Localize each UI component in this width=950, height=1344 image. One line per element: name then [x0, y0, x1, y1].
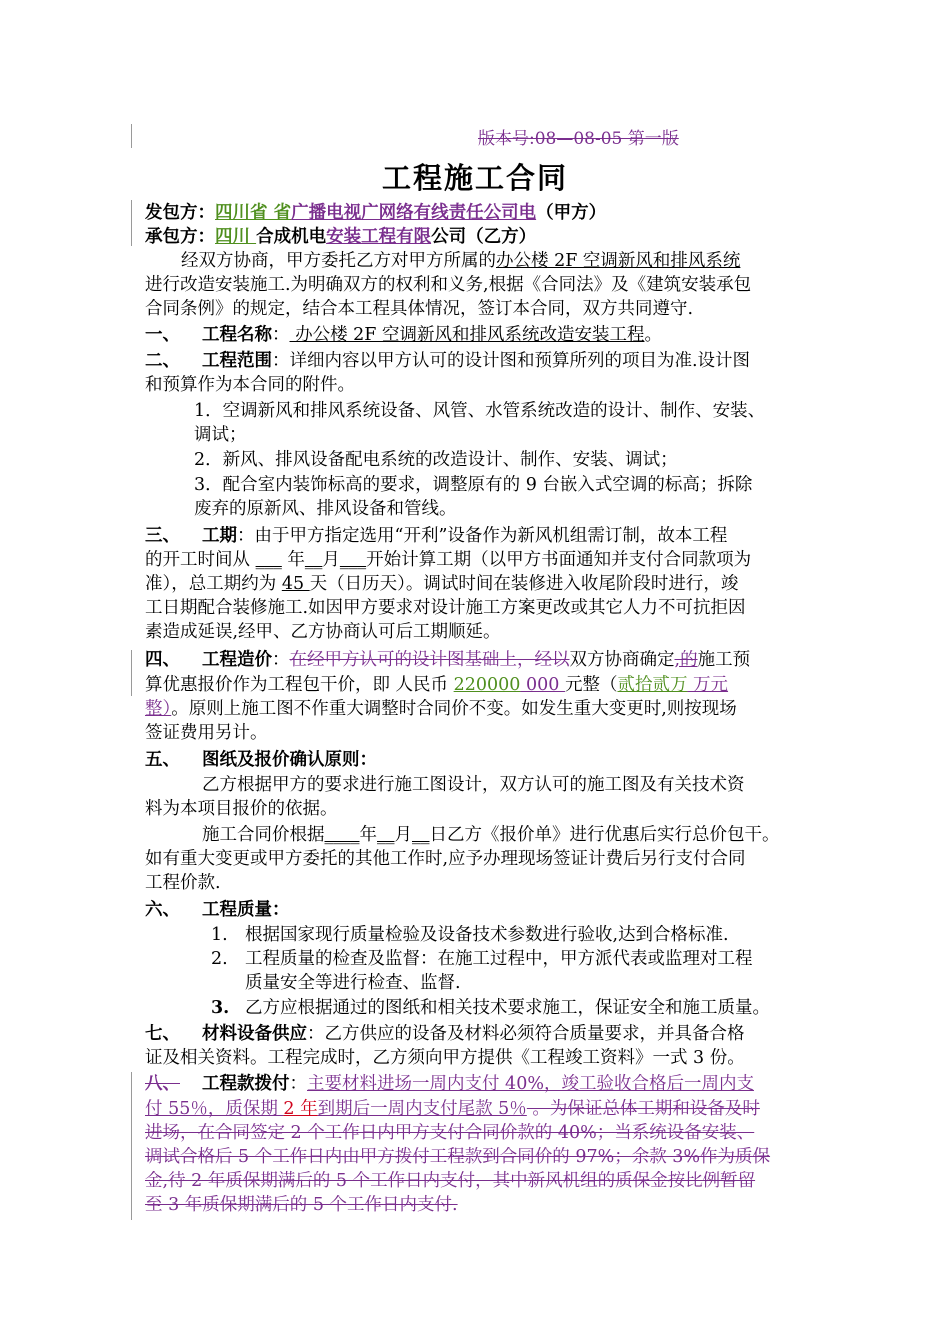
- section-5-para-2-cont: 如有重大变更或甲方委托的其他工作时,应予办理现场签证计费后另行支付合同: [145, 849, 746, 869]
- blank-day: ___: [339, 550, 367, 570]
- party-a-suffix: （甲方）: [536, 203, 607, 223]
- change-bar: [131, 124, 132, 148]
- inserted-text: 到期后一周内支付尾款 5％: [317, 1099, 527, 1119]
- section-number: 六、: [145, 900, 180, 920]
- blank-year: ___: [255, 550, 282, 570]
- version-number: 版本号:08—08-05 第一版: [478, 129, 679, 149]
- intro-text: 经双方协商，甲方委托乙方对甲方所属的: [181, 251, 496, 271]
- page-title: 工程施工合同: [381, 161, 568, 195]
- section-heading: 图纸及报价确认原则：: [202, 750, 377, 770]
- item-text: 根据国家现行质量检验及设备技术参数进行验收,达到合格标准.: [245, 925, 729, 945]
- text: 算优惠报价作为工程包干价，即 人民币: [145, 675, 454, 695]
- party-b-line: [145, 225, 825, 249]
- party-a-line: [145, 201, 825, 225]
- section-8-deleted-2: 调试合格后 5 个工作日内由甲方拨付工程款到合同价的 97%；余款 3%作为质保: [145, 1147, 771, 1167]
- intro-project: 办公楼 2F 空调新风和排风系统: [496, 251, 741, 271]
- contract-amount: 000: [520, 675, 565, 695]
- text: 施工合同价根据: [202, 825, 325, 845]
- text: 月: [394, 825, 412, 845]
- section-number: 七、: [145, 1024, 180, 1044]
- text: 。原则上施工图不作重大调整时合同价不变。如发生重大变更时,则按现场: [171, 699, 737, 719]
- item-text: 乙方应根据通过的图纸和相关技术要求施工，保证安全和施工质量。: [245, 998, 770, 1018]
- amount-words-end: 整）: [145, 699, 172, 719]
- duration-days: 45: [281, 574, 310, 594]
- item-text: 工程质量的检查及监督：在施工过程中，甲方派代表或监理对工程: [245, 949, 753, 969]
- section-number: 一、: [145, 325, 180, 345]
- party-a-label: 发包方：: [145, 203, 215, 223]
- scope-item-1: 1．空调新风和排风系统设备、风管、水管系统改造的设计、制作、安装、: [194, 401, 766, 421]
- warranty-years: 2 年: [283, 1099, 318, 1119]
- section-8-deleted-4: 至 3 年质保期满后的 5 个工作日内支付.: [145, 1195, 458, 1215]
- blank-year: ____: [324, 825, 360, 845]
- blank-day: __: [412, 825, 430, 845]
- party-a-province: 四川省 省: [215, 203, 292, 223]
- change-bar: [131, 650, 132, 696]
- scope-item-1-cont: 调试；: [194, 425, 247, 445]
- section-5-para-2: [145, 823, 882, 847]
- intro-line-3: 合同条例》的规定，结合本工程具体情况，签订本合同，双方共同遵守.: [145, 299, 694, 319]
- section-6: [145, 898, 825, 922]
- section-heading: 材料设备供应: [202, 1024, 307, 1044]
- section-4-line-4: 签证费用另计。: [145, 723, 268, 743]
- text: 双方协商确定: [569, 650, 675, 670]
- section-number: 八、: [145, 1074, 180, 1094]
- scope-item-3-cont: 废弃的原新风、排风设备和管线。: [194, 499, 457, 519]
- project-name: 办公楼 2F 空调新风和排风系统改造安装工程: [289, 325, 645, 345]
- section-heading: 工程造价: [202, 650, 272, 670]
- blank-month: __: [304, 550, 323, 570]
- section-4-line-3: [145, 697, 825, 721]
- party-a-name: 广播电视广网络有线责任公司电: [291, 203, 537, 223]
- quality-item-2: [145, 947, 891, 971]
- item-number: 3.: [211, 998, 230, 1018]
- item-number: 2.: [211, 949, 228, 969]
- text: 开始计算工期（以甲方书面通知并支付合同款项为: [366, 550, 752, 570]
- intro-paragraph: [145, 249, 861, 273]
- section-heading: 工程范围: [202, 351, 272, 371]
- section-number: 五、: [145, 750, 180, 770]
- section-text: 由于甲方指定选用“开利”设备作为新风机组需订制，故本工程: [254, 526, 728, 546]
- text: 日乙方《报价单》进行优惠后实行总价包干。: [429, 825, 780, 845]
- party-b-province: 四川: [215, 227, 257, 247]
- section-5-para-1: 乙方根据甲方的要求进行施工图设计，双方认可的施工图及有关技术资: [202, 775, 745, 795]
- quality-item-2-cont: 质量安全等进行检查、监督.: [245, 973, 461, 993]
- deleted-amount-words: 贰拾贰万: [617, 675, 688, 695]
- quality-item-1: [145, 923, 891, 947]
- colon: ：: [307, 1024, 325, 1044]
- item-number: 1.: [211, 925, 228, 945]
- colon: ：: [289, 1074, 307, 1094]
- section-number: 四、: [145, 650, 180, 670]
- section-3-line-5: 素造成延误,经甲、乙方协商认可后工期顺延。: [145, 622, 501, 642]
- change-bar: [131, 1072, 132, 1220]
- section-8-line-2: [145, 1097, 825, 1121]
- section-5: [145, 748, 825, 772]
- text: 准），总工期约为: [145, 574, 282, 594]
- text: 月: [322, 550, 340, 570]
- inserted-text: 付 55％，质保期: [145, 1099, 284, 1119]
- section-1: [145, 323, 825, 347]
- section-text: 详细内容以甲方认可的设计图和预算所列的项目为准.设计图: [289, 351, 751, 371]
- section-5-para-1-cont: 料为本项目报价的依据。: [145, 799, 338, 819]
- section-3-line-4: 工日期配合装修施工.如因甲方要求对设计施工方案更改或其它人力不可抗拒因: [145, 598, 746, 618]
- section-3: [145, 524, 825, 548]
- text: 年: [281, 550, 305, 570]
- section-heading: 工程款拨付: [202, 1074, 290, 1094]
- revised-text: ,的: [674, 650, 698, 670]
- deleted-amount: 220000: [453, 675, 521, 695]
- intro-line-2: 进行改造安装施工.为明确双方的权利和义务,根据《合同法》及《建筑安装承包: [145, 275, 752, 295]
- colon: ：: [272, 351, 290, 371]
- blank-month: __: [377, 825, 395, 845]
- text: 元整（: [564, 675, 618, 695]
- section-text: 乙方供应的设备及材料必须符合质量要求，并具备合格: [324, 1024, 745, 1044]
- period: 。: [644, 325, 662, 345]
- party-b-suffix: 公司（乙方）: [431, 227, 537, 247]
- text: 年: [359, 825, 377, 845]
- deleted-text: 在经甲方认可的设计图基础上，经以: [289, 650, 570, 670]
- section-heading: 工程名称: [202, 325, 272, 345]
- party-b-name-insert: 安装工程有限: [326, 227, 432, 247]
- quality-item-3: [145, 996, 891, 1020]
- section-heading: 工程质量：: [202, 900, 290, 920]
- section-heading: 工期: [202, 526, 237, 546]
- section-3-line-2: [145, 548, 825, 572]
- text: 天（日历天）。调试时间在装修进入收尾阶段时进行，竣: [309, 574, 739, 594]
- section-number: 二、: [145, 351, 180, 371]
- section-3-line-3: [145, 572, 825, 596]
- section-5-para-2-end: 工程价款.: [145, 873, 221, 893]
- colon: ：: [272, 325, 290, 345]
- colon: ：: [237, 526, 255, 546]
- section-2-line-2: 和预算作为本合同的附件。: [145, 375, 355, 395]
- amount-words: 万元: [687, 675, 729, 695]
- scope-item-2: 2．新风、排风设备配电系统的改造设计、制作、安装、调试；: [194, 450, 678, 470]
- party-b-name: 合成机电: [256, 227, 327, 247]
- inserted-text: 主要材料进场一周内支付 40%，竣工验收合格后一周内支: [307, 1074, 754, 1094]
- section-2: [145, 349, 825, 373]
- section-7: [145, 1022, 825, 1046]
- section-number: 三、: [145, 526, 180, 546]
- scope-item-3: 3．配合室内装饰标高的要求，调整原有的 9 台嵌入式空调的标高；拆除: [194, 475, 753, 495]
- change-bar: [131, 200, 132, 246]
- section-8-deleted-1: 进场，在合同签定 2 个工作日内甲方支付合同价款的 40%；当系统设备安装、: [145, 1123, 755, 1143]
- colon: ：: [272, 650, 290, 670]
- party-b-label: 承包方：: [145, 227, 215, 247]
- section-7-line-2: 证及相关资料。工程完成时，乙方须向甲方提供《工程竣工资料》一式 3 份。: [145, 1048, 745, 1068]
- text: 的开工时间从: [145, 550, 256, 570]
- section-8-deleted-3: 金,待 2 年质保期满后的 5 个工作日内支付，其中新风机组的质保金按比例暂留: [145, 1171, 756, 1191]
- section-4-line-2: [145, 673, 825, 697]
- section-8: [145, 1072, 825, 1096]
- text: 施工预: [697, 650, 751, 670]
- section-4: [145, 648, 825, 672]
- deleted-text: 。为保证总体工期和设备及时: [526, 1099, 760, 1119]
